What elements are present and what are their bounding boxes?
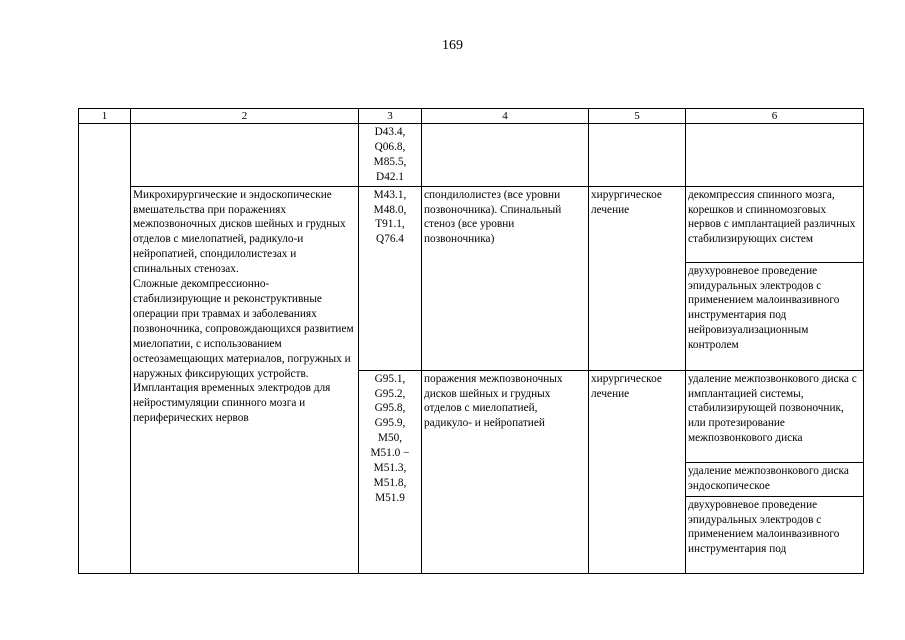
header-cell: 4 [422, 109, 589, 124]
intervention-cell [131, 124, 359, 187]
icd-codes-cell: D43.4, Q06.8, M85.5, D42.1 [359, 124, 422, 187]
table-row [79, 186, 864, 262]
intervention-cell: Микрохирургические и эндоскопические вмешательства при поражениях межпозвоночных дисков шейных и грудных отделов с миелопатией, радикуло-и нейропатией, спондилолистезах и спинальных стенозах. Сложные декомпрессионно-стабилизирующие и реконструктивные операции при травмах и заболеваниях позвоночника, сопровождающихся развитием миелопатии, с использованием остеозамещающих материалов, погружных и наружных фиксирующих устройств. Имплантация временных электродов для нейростимуляции спинного мозга и периферических нервов [131, 186, 359, 573]
condition-cell [422, 124, 589, 187]
treatment-cell [589, 124, 686, 187]
method-cell: двухуровневое проведение эпидуральных электродов с применением малоинвазивного инструментария под нейровизуализационным контролем [686, 262, 864, 370]
header-cell: 2 [131, 109, 359, 124]
procedures-table [78, 108, 864, 574]
table-header-row [79, 109, 864, 124]
table-row [79, 124, 864, 187]
method-cell: декомпрессия спинного мозга, корешков и спинномозговых нервов с имплантацией различных стабилизирующих систем [686, 186, 864, 262]
method-cell: удаление межпозвонкового диска с имплантацией системы, стабилизирующей позвоночник, или протезирование межпозвонкового диска [686, 370, 864, 462]
header-cell: 5 [589, 109, 686, 124]
treatment-cell: хирургическое лечение [589, 370, 686, 573]
method-cell: удаление межпозвонкового диска эндоскопическое [686, 462, 864, 496]
method-cell [686, 124, 864, 187]
icd-codes-cell: G95.1, G95.2, G95.8, G95.9, M50, M51.0 − M51.3, M51.8, M51.9 [359, 370, 422, 573]
icd-codes-cell: M43.1, M48.0, T91.1, Q76.4 [359, 186, 422, 370]
header-cell: 3 [359, 109, 422, 124]
condition-cell: поражения межпозвоночных дисков шейных и грудных отделов с миелопатией, радикуло- и нейропатией [422, 370, 589, 573]
condition-cell: спондилолистез (все уровни позвоночника). Спинальный стеноз (все уровни позвоночника) [422, 186, 589, 370]
header-cell: 6 [686, 109, 864, 124]
number-cell [79, 124, 131, 574]
page-number: 169 [442, 38, 463, 53]
treatment-cell: хирургическое лечение [589, 186, 686, 370]
header-cell: 1 [79, 109, 131, 124]
method-cell: двухуровневое проведение эпидуральных электродов с применением малоинвазивного инструментария под [686, 496, 864, 573]
